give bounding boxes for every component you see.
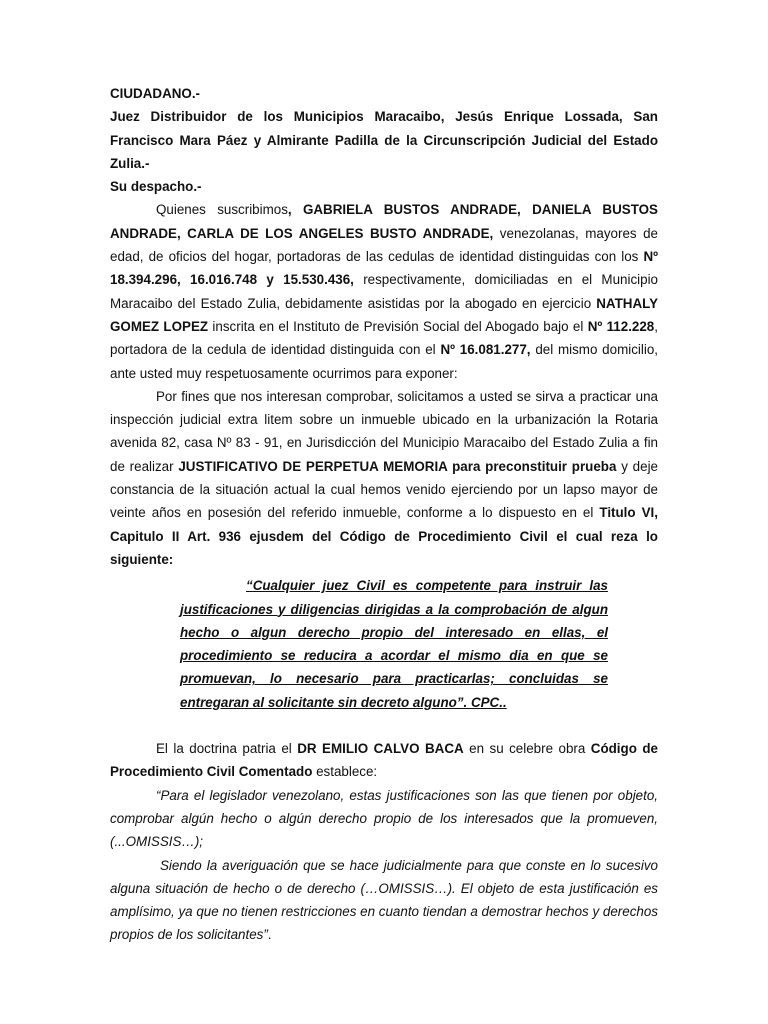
- legal-quote-art-936: [180, 574, 608, 714]
- text-run: del mismo domicilio, ante usted muy respetuosamente ocurrimos para exponer:: [110, 342, 658, 381]
- salutation: CIUDADANO.-: [110, 86, 201, 101]
- text-run: , portadora de la cedula de identidad distinguida con el: [110, 318, 658, 358]
- id-numbers: Nº 18.394.296, 16.016.748 y 15.530.436,: [110, 249, 658, 288]
- quote-text: “Cualquier juez Civil es competente para instruir las justificaciones y diligencias dirigidas a la comprobación de algun hecho o algun derecho propio del interesado en ellas, el procedimiento se reducira a acordar el mismo dia en que se promuevan, lo necesario para practicarlas; concluidas se entregaran al solicitante sin decreto alguno”. CPC..: [180, 578, 608, 710]
- addressee: Juez Distribuidor de los Municipios Maracaibo, Jesús Enrique Lossada, San Francisco Mara Páez y Almirante Padilla de la Circunscripción Judicial del Estado Zulia.-: [110, 109, 658, 171]
- justificativo-title: JUSTIFICATIVO DE PERPETUA MEMORIA para preconstituir prueba: [178, 458, 617, 474]
- text-run: El la doctrina patria el: [156, 741, 298, 757]
- quote-end: .: [267, 927, 272, 943]
- attorney-id: Nº 16.081.277,: [440, 342, 531, 358]
- author-name: DR EMILIO CALVO BACA: [297, 741, 464, 757]
- attorney-name: NATHALY GOMEZ LOPEZ: [110, 295, 658, 334]
- paragraph-petitioners: [110, 198, 658, 384]
- text-run: venezolanas, mayores de edad, de oficios del hogar, portadoras de las cedulas de identidad distinguidas con los: [110, 225, 658, 265]
- book-title: Código de Procedimiento Civil Comentado: [110, 741, 658, 780]
- text-run: Por fines que nos interesan comprobar, solicitamos a usted se sirva a practicar una inspección judicial extra litem sobre un inmueble ubicado en la urbanización la Rotaria avenida 82, casa Nº 83 - 91, en Jurisdicción del Municipio Maracaibo del Estado Zulia a fin de realizar: [110, 388, 658, 474]
- paragraph-doctrine: [110, 737, 658, 784]
- blank-line: [110, 714, 658, 737]
- text-run: Quienes suscribimos: [156, 202, 288, 218]
- document-body: [110, 82, 658, 947]
- quote-text: Siendo la averiguación que se hace judicialmente para que conste en lo sucesivo alguna situación de hecho o de derecho (…OMISSIS…). El objeto de esta justificación es amplísimo, ya que no tienen restricciones en cuanto tiendan a demostrar hechos y derechos propios de los solicitantes”: [110, 857, 658, 943]
- text-run: establece:: [312, 764, 378, 780]
- attorney-registration: Nº 112.228: [587, 318, 655, 334]
- doctrine-quote-2: [110, 854, 658, 947]
- text-run: respectivamente, domiciliadas en el Municipio Maracaibo del Estado Zulia, debidamente asistidas por la abogado en ejercicio: [110, 272, 658, 311]
- petitioner-names: , GABRIELA BUSTOS ANDRADE, DANIELA BUSTOS ANDRADE, CARLA DE LOS ANGELES BUSTO ANDRADE,: [110, 202, 658, 241]
- text-run: en su celebre obra: [463, 741, 591, 757]
- closing: Su despacho.-: [110, 179, 202, 195]
- doctrine-quote-1: “Para el legislador venezolano, estas justificaciones son las que tienen por objeto, comprobar algún hecho o algún derecho propio de los interesados que la promueven, (...OMISSIS…);: [110, 787, 658, 850]
- paragraph-request: [110, 385, 658, 571]
- text-run: inscrita en el Instituto de Previsión Social del Abogado bajo el: [208, 318, 588, 334]
- legal-reference: Titulo VI, Capitulo II Art. 936 ejusdem del Código de Procedimiento Civil el cual reza lo siguiente:: [110, 505, 658, 567]
- text-run: y deje constancia de la situación actual la cual hemos venido ejerciendo por un lapso mayor de veinte años en posesión del referido inmueble, conforme a lo dispuesto en el: [110, 458, 658, 521]
